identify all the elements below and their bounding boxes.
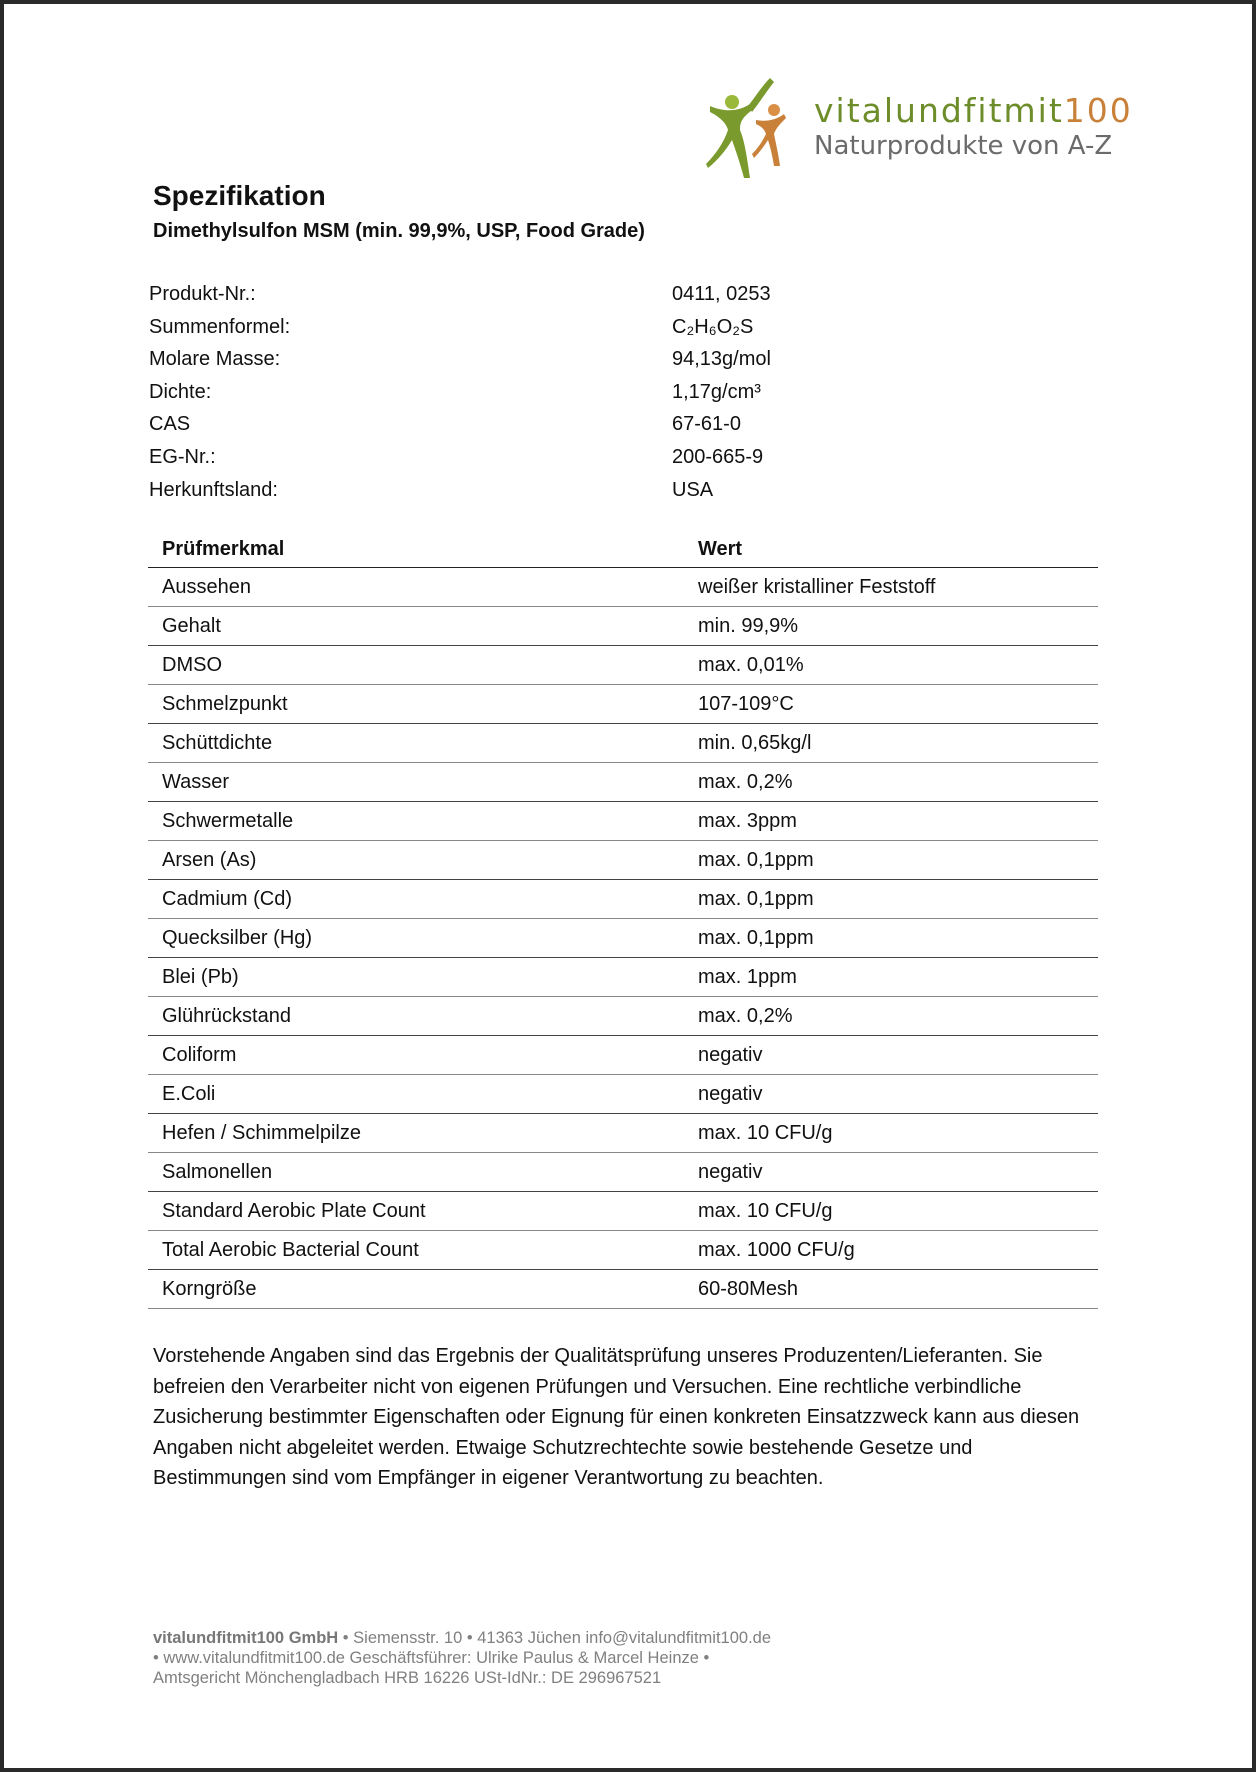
company-logo xyxy=(704,76,1133,186)
footer-company-name: vitalundfitmit100 GmbH xyxy=(153,1629,339,1647)
test-parameter-cell: Hefen / Schimmelpilze xyxy=(148,1114,684,1153)
test-value-cell: max. 10 CFU/g xyxy=(684,1114,1098,1153)
table-row xyxy=(148,685,1098,724)
test-parameter-cell: Total Aerobic Bacterial Count xyxy=(148,1231,684,1270)
table-header-row xyxy=(148,531,1098,568)
column-header-pruefmerkmal: Prüfmerkmal xyxy=(148,531,684,568)
test-parameter-cell: Standard Aerobic Plate Count xyxy=(148,1192,684,1231)
table-row xyxy=(148,1192,1098,1231)
test-value-cell: max. 10 CFU/g xyxy=(684,1192,1098,1231)
test-value-cell: min. 0,65kg/l xyxy=(684,724,1098,763)
property-value: 67-61-0 xyxy=(672,413,741,436)
test-parameter-cell: Arsen (As) xyxy=(148,841,684,880)
table-row xyxy=(148,1036,1098,1075)
table-row xyxy=(148,1270,1098,1309)
table-row xyxy=(148,802,1098,841)
property-row xyxy=(149,343,969,376)
product-subtitle: Dimethylsulfon MSM (min. 99,9%, USP, Food Grade) xyxy=(153,220,645,242)
property-value: 200-665-9 xyxy=(672,445,764,468)
test-parameter-cell: Schmelzpunkt xyxy=(148,685,684,724)
logo-figures-icon xyxy=(704,76,814,186)
test-value-cell: weißer kristalliner Feststoff xyxy=(684,568,1098,607)
table-row xyxy=(148,1153,1098,1192)
table-row xyxy=(148,1075,1098,1114)
table-row xyxy=(148,880,1098,919)
test-parameter-cell: Wasser xyxy=(148,763,684,802)
test-parameter-cell: Korngröße xyxy=(148,1270,684,1309)
table-row xyxy=(148,997,1098,1036)
test-parameter-cell: Gehalt xyxy=(148,607,684,646)
test-parameter-cell: Schüttdichte xyxy=(148,724,684,763)
table-row xyxy=(148,763,1098,802)
property-label: Produkt-Nr.: xyxy=(149,283,256,305)
document-page xyxy=(4,4,1252,1768)
table-row xyxy=(148,568,1098,607)
property-row xyxy=(149,441,969,474)
property-row xyxy=(149,408,969,441)
product-properties xyxy=(149,278,969,506)
test-value-cell: negativ xyxy=(684,1075,1098,1114)
property-value: 0411, 0253 xyxy=(672,283,771,305)
property-value: USA xyxy=(672,478,714,501)
footer-line-3: Amtsgericht Mönchengladbach HRB 16226 USt-IdNr.: DE 296967521 xyxy=(153,1669,662,1687)
test-value-cell: max. 3ppm xyxy=(684,802,1098,841)
test-parameter-cell: Glührückstand xyxy=(148,997,684,1036)
specification-table xyxy=(148,531,1098,1309)
property-label: CAS xyxy=(149,413,191,436)
test-parameter-cell: Schwermetalle xyxy=(148,802,684,841)
property-row xyxy=(149,474,969,507)
table-row xyxy=(148,724,1098,763)
test-parameter-cell: Cadmium (Cd) xyxy=(148,880,684,919)
footer-line-2: • www.vitalundfitmit100.de Geschäftsführer: Ulrike Paulus & Marcel Heinze • xyxy=(153,1649,710,1667)
test-value-cell: min. 99,9% xyxy=(684,607,1098,646)
property-row xyxy=(149,278,969,311)
company-footer xyxy=(153,1628,1053,1688)
table-row xyxy=(148,1231,1098,1270)
logo-name: vitalundfitmit100 xyxy=(814,91,1133,130)
test-value-cell: max. 0,1ppm xyxy=(684,880,1098,919)
test-value-cell: max. 0,1ppm xyxy=(684,841,1098,880)
table-row xyxy=(148,607,1098,646)
test-value-cell: max. 1ppm xyxy=(684,958,1098,997)
test-value-cell: max. 0,01% xyxy=(684,646,1098,685)
table-row xyxy=(148,646,1098,685)
test-value-cell: max. 0,1ppm xyxy=(684,919,1098,958)
property-value: 94,13g/mol xyxy=(672,348,771,371)
test-parameter-cell: Aussehen xyxy=(148,568,684,607)
test-parameter-cell: Quecksilber (Hg) xyxy=(148,919,684,958)
table-row xyxy=(148,841,1098,880)
test-parameter-cell: DMSO xyxy=(148,646,684,685)
property-row xyxy=(149,311,969,344)
footer-line-1: vitalundfitmit100 GmbH • Siemensstr. 10 • 41363 Jüchen info@vitalundfitmit100.de xyxy=(153,1629,772,1647)
test-parameter-cell: Coliform xyxy=(148,1036,684,1075)
test-value-cell: negativ xyxy=(684,1036,1098,1075)
test-value-cell: max. 1000 CFU/g xyxy=(684,1231,1098,1270)
property-label: Herkunftsland: xyxy=(149,478,278,501)
property-row xyxy=(149,376,969,409)
test-parameter-cell: Blei (Pb) xyxy=(148,958,684,997)
page-title: Spezifikation xyxy=(153,180,326,211)
property-value: 1,17g/cm³ xyxy=(672,380,761,403)
property-label: Summenformel: xyxy=(149,315,291,338)
table-row xyxy=(148,1114,1098,1153)
table-row xyxy=(148,919,1098,958)
property-label: Dichte: xyxy=(149,380,212,403)
property-label: Molare Masse: xyxy=(149,348,281,371)
test-value-cell: 107-109°C xyxy=(684,685,1098,724)
test-value-cell: max. 0,2% xyxy=(684,763,1098,802)
test-parameter-cell: E.Coli xyxy=(148,1075,684,1114)
test-parameter-cell: Salmonellen xyxy=(148,1153,684,1192)
disclaimer-text: Vorstehende Angaben sind das Ergebnis der Qualitätsprüfung unseres Produzenten/Lieferanten. Sie befreien den Verarbeiter nicht von eigenen Prüfungen und Versuchen. Eine rechtliche verbindliche Zusicherung bestimmter Eigenschaften oder Eignung für einen konkreten Einsatzzweck kann aus diesen Angaben nicht abgeleitet werden. Etwaige Schutzrechtechte sowie bestehende Gesetze und Bestimmungen sind vom Empfänger in eigener Verantwortung zu beachten. xyxy=(153,1345,1080,1489)
test-value-cell: negativ xyxy=(684,1153,1098,1192)
property-value: C₂H₆O₂S xyxy=(672,315,754,338)
logo-tagline: Naturprodukte von A-Z xyxy=(814,131,1113,161)
test-value-cell: 60-80Mesh xyxy=(684,1270,1098,1309)
column-header-wert: Wert xyxy=(684,531,1098,568)
test-value-cell: max. 0,2% xyxy=(684,997,1098,1036)
table-row xyxy=(148,958,1098,997)
property-label: EG-Nr.: xyxy=(149,445,216,468)
